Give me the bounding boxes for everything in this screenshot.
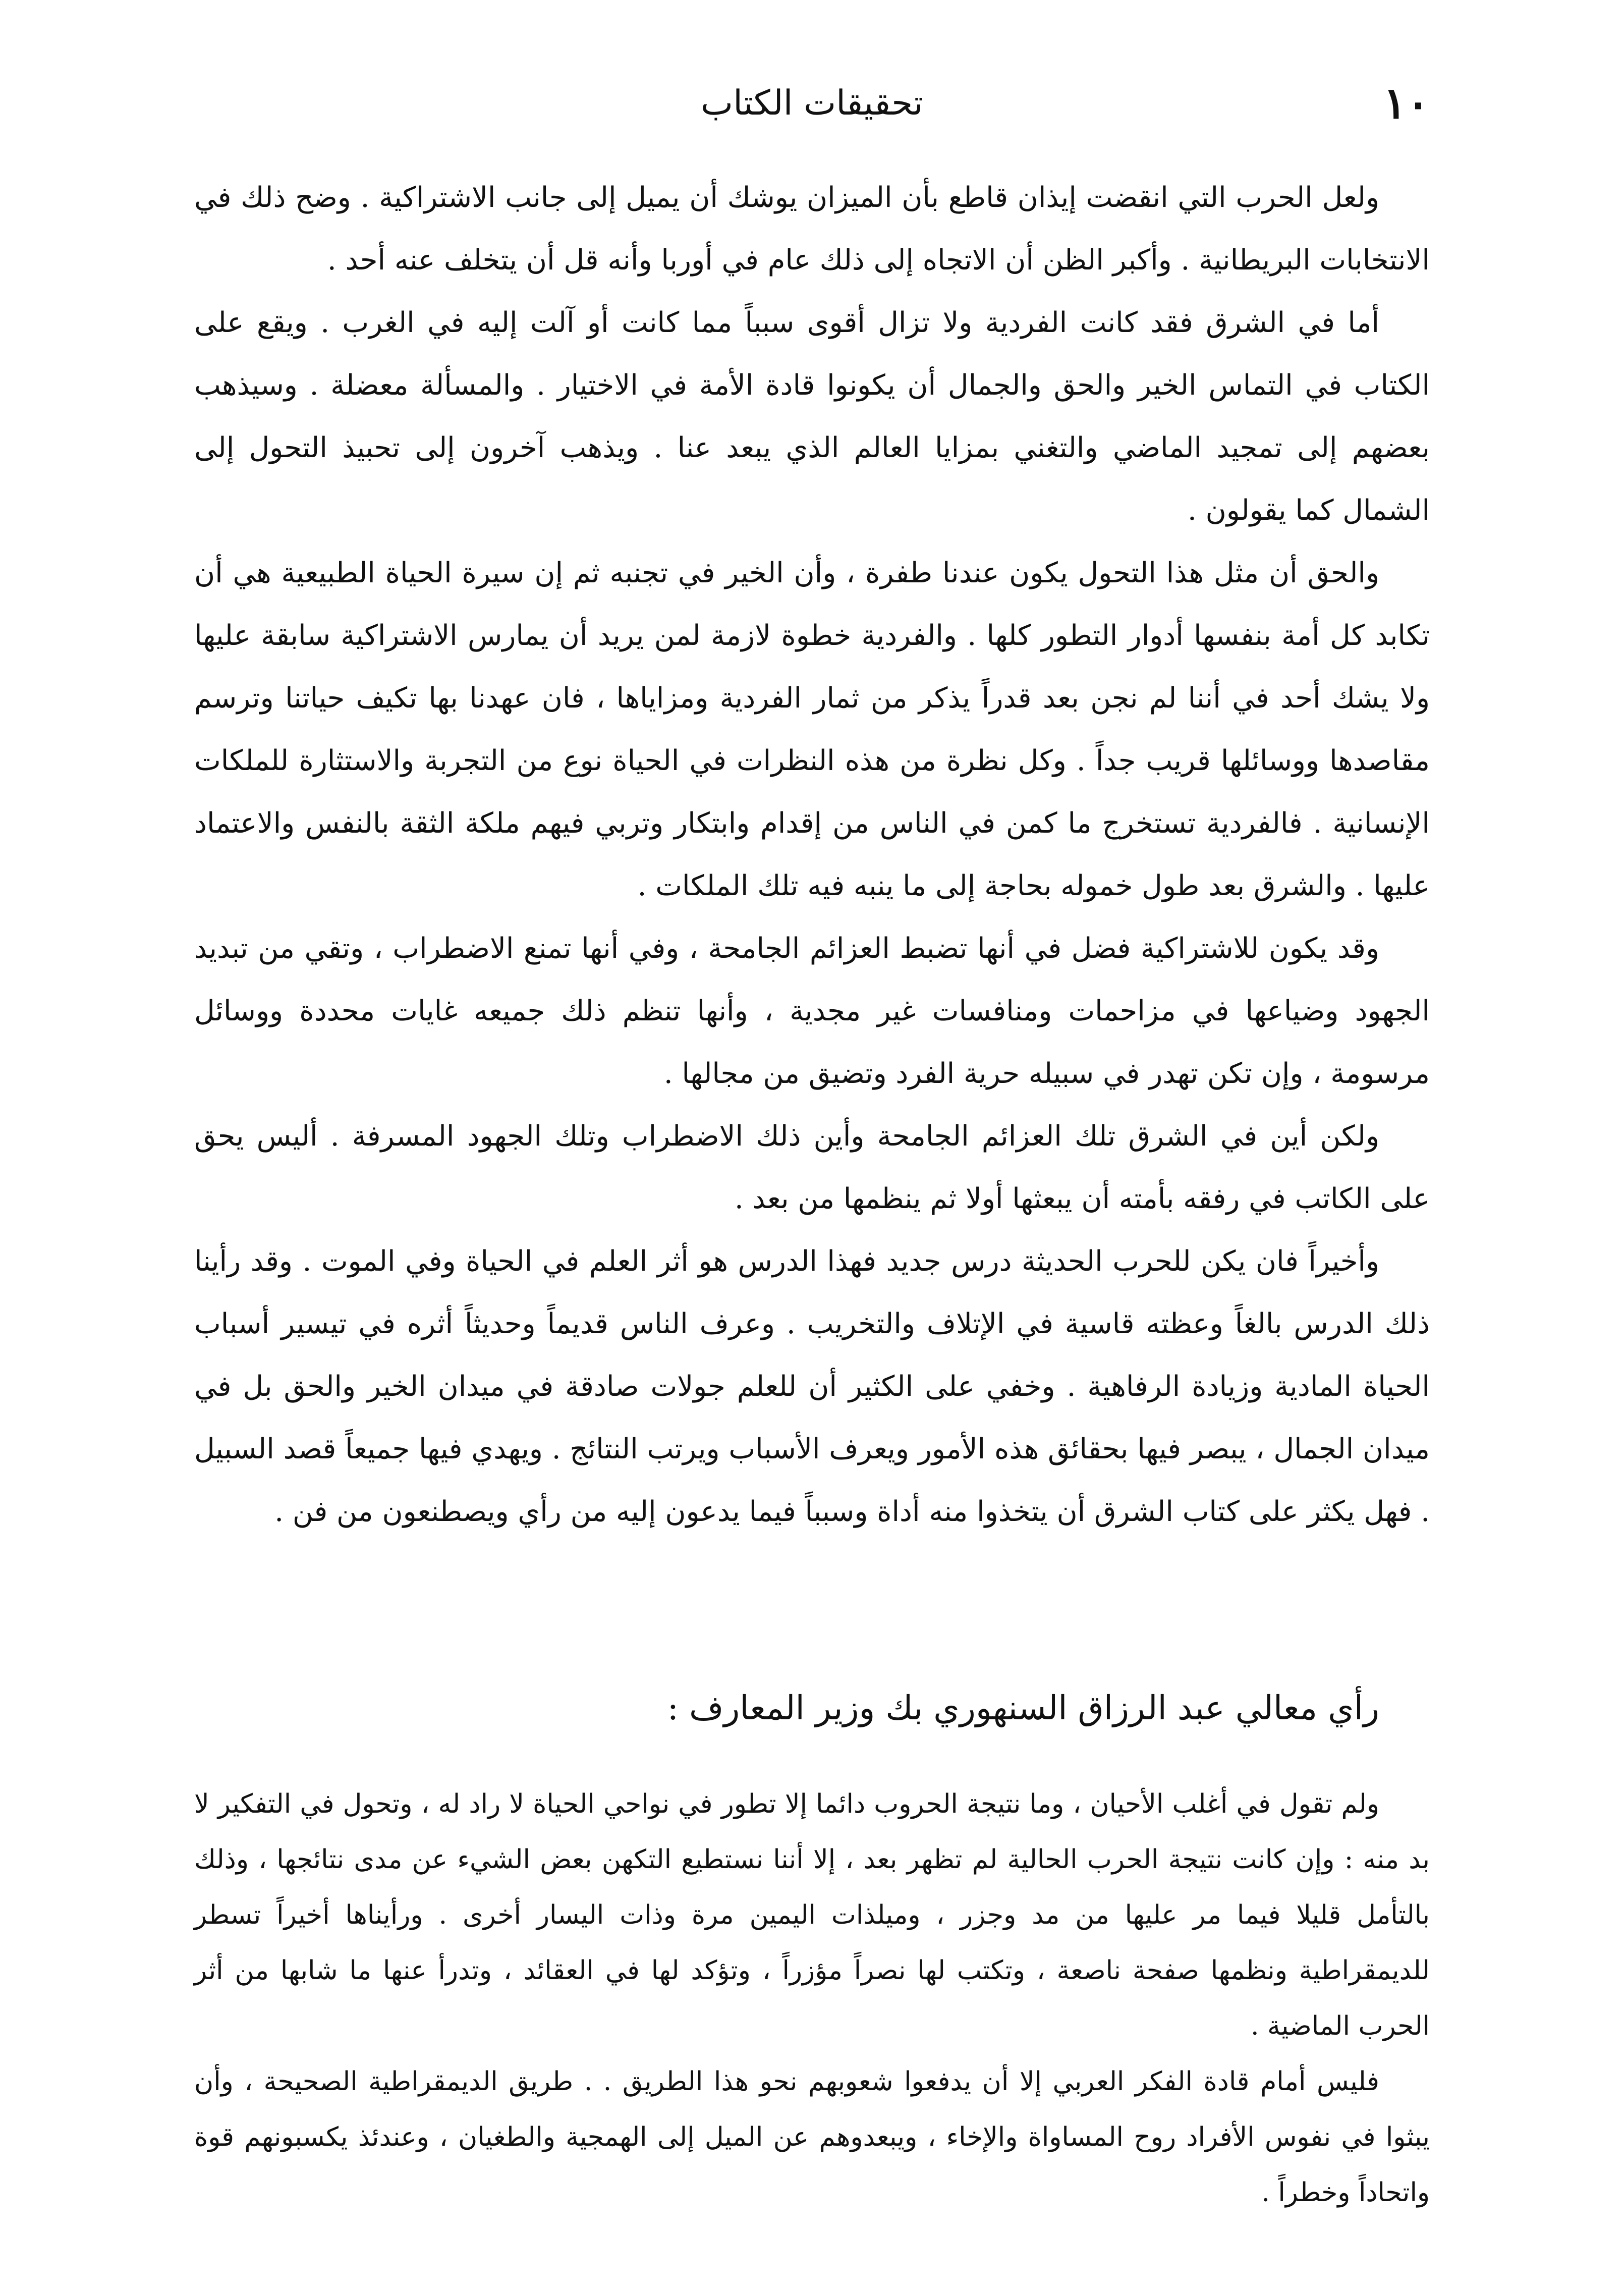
paragraph: والحق أن مثل هذا التحول يكون عندنا طفرة ، وأن الخير في تجنبه ثم إن سيرة الحياة الطبيعية هي أن تكابد كل أمة بنفسها أدوار التطور كلها . والفردية خطوة لازمة لمن يريد أن يمارس الاشتراكية سابقة عليها ولا يشك أحد في أننا لم نجن بعد قدراً يذكر من ثمار الفردية ومزاياها ، فان عهدنا بها تكيف حياتنا وترسم مقاصدها ووسائلها قريب جداً . وكل نظرة من هذه النظرات في الحياة نوع من التجربة والاستثارة للملكات الإنسانية . فالفردية تستخرج ما كمن في الناس من إقدام وابتكار وتربي فيهم ملكة الثقة بالنفس والاعتماد عليها . والشرق بعد طول خموله بحاجة إلى ما ينبه فيه تلك الملكات . xyxy=(194,557,1430,902)
paragraph: أما في الشرق فقد كانت الفردية ولا تزال أقوى سبباً مما كانت أو آلت إليه في الغرب . ويقع على الكتاب في التماس الخير والحق والجمال أن يكونوا قادة الأمة في الاختيار . والمسألة معضلة . وسيذهب بعضهم إلى تمجيد الماضي والتغني بمزايا العالم الذي يبعد عنا . ويذهب آخرون إلى تحبيذ التحول إلى الشمال كما يقولون . xyxy=(194,306,1430,527)
section-heading: رأي معالي عبد الرزاق السنهوري بك وزير المعارف : xyxy=(667,1689,1379,1727)
paragraph: ولعل الحرب التي انقضت إيذان قاطع بأن الميزان يوشك أن يميل إلى جانب الاشتراكية . وضح ذلك في الانتخابات البريطانية . وأكبر الظن أن الاتجاه إلى ذلك عام في أوربا وأنه قل أن يتخلف عنه أحد . xyxy=(194,181,1430,277)
section-paragraph: ولم تقول في أغلب الأحيان ، وما نتيجة الحروب دائما إلا تطور في نواحي الحياة لا راد له ، وتحول في التفكير لا بد منه : وإن كانت نتيجة الحرب الحالية لم تظهر بعد ، إلا أننا نستطيع التكهن بعض الشيء عن مدى نتائجها ، وذلك بالتأمل قليلا فيما مر عليها من مد وجزر ، وميلذات اليمين مرة وذات اليسار أخرى . ورأيناها أخيراً تسطر للديمقراطية ونظمها صفحة ناصعة ، وتكتب لها نصراً مؤزراً ، وتؤكد لها في العقائد ، وتدرأ عنها ما شابها من أثر الحرب الماضية . xyxy=(194,1789,1430,2041)
section-text-block xyxy=(194,1776,1430,2220)
running-title: تحقيقات الكتاب xyxy=(701,83,923,123)
paragraph: ولكن أين في الشرق تلك العزائم الجامحة وأين ذلك الاضطراب وتلك الجهود المسرفة . أليس يحق على الكاتب في رفقه بأمته أن يبعثها أولا ثم ينظمها من بعد . xyxy=(194,1120,1430,1215)
main-text-block xyxy=(194,167,1430,1543)
section-paragraph: فليس أمام قادة الفكر العربي إلا أن يدفعوا شعوبهم نحو هذا الطريق . . طريق الديمقراطية الصحيحة ، وأن يبثوا في نفوس الأفراد روح المساواة والإخاء ، ويبعدوهم عن الميل إلى الهمجية والطغيان ، وعندئذ يكسبونهم قوة واتحاداً وخطراً . xyxy=(194,2066,1430,2208)
running-header xyxy=(194,76,1430,141)
paragraph: وقد يكون للاشتراكية فضل في أنها تضبط العزائم الجامحة ، وفي أنها تمنع الاضطراب ، وتقي من تبديد الجهود وضياعها في مزاحمات ومنافسات غير مجدية ، وأنها تنظم ذلك جميعه غايات محددة ووسائل مرسومة ، وإن تكن تهدر في سبيله حرية الفرد وتضيق من مجالها . xyxy=(194,932,1430,1090)
paragraph: وأخيراً فان يكن للحرب الحديثة درس جديد فهذا الدرس هو أثر العلم في الحياة وفي الموت . وقد رأينا ذلك الدرس بالغاً وعظته قاسية في الإتلاف والتخريب . وعرف الناس قديماً وحديثاً أثره في تيسير أسباب الحياة المادية وزيادة الرفاهية . وخفي على الكثير أن للعلم جولات صادقة في ميدان الخير والحق بل في ميدان الجمال ، يبصر فيها بحقائق هذه الأمور ويعرف الأسباب ويرتب النتائج . ويهدي فيها جميعاً قصد السبيل . فهل يكثر على كتاب الشرق أن يتخذوا منه أداة وسبباً فيما يدعون إليه من رأي ويصطنعون من فن . xyxy=(194,1245,1430,1528)
page-number: ١٠ xyxy=(1383,78,1430,129)
